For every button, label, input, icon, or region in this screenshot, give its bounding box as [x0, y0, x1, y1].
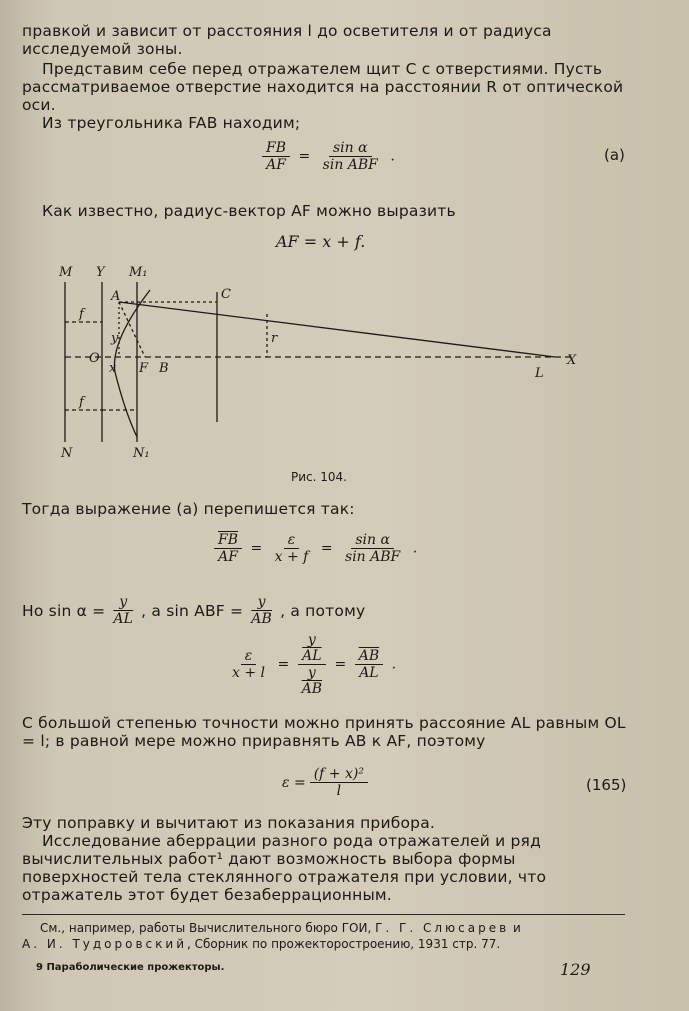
equation-af: AF = x + f.: [276, 232, 366, 251]
paragraph-1: правкой и зависит от расстояния l до осветителя и от радиуса исследуемой зоны.: [22, 22, 552, 58]
paragraph-9: Исследование аберрации разного рода отражателей и ряд вычислительных работ¹ дают возможность выбора формы поверхностей тела стеклянного отражателя при условии, что отражатель этот будет безаберрационным.: [22, 832, 547, 904]
paragraph-4: Как известно, радиус-вектор AF можно выразить: [42, 202, 456, 220]
equation-165-label: (165): [586, 776, 627, 794]
footnote-author-2: А. И. Тудоровский: [22, 937, 187, 951]
label-o: O: [89, 351, 100, 366]
sin-line-text-a: Но sin α =: [22, 601, 106, 620]
eq-c-n1: ε: [241, 648, 257, 665]
figure-caption: Рис. 104.: [291, 470, 347, 484]
eq-b-d3: sin ABF: [345, 549, 401, 565]
sin-line-text-b: , а sin ABF =: [141, 601, 244, 620]
label-y-small: y: [111, 331, 119, 346]
equation-c: $\frac{\varepsilon}{x + l}$ = y $\overline{AL}$ y $\overline{AB}$ = $\frac{\overline{AB}}{AL}$ .: [224, 632, 396, 697]
eq-c-d3: AL: [359, 665, 379, 681]
paragraph-2: Представим себе перед отражателем щит C с отверстиями. Пусть рассматриваемое отверстие находится на расстоянии R от оптической оси.: [22, 60, 624, 114]
eq-b-n1: $\overline{FB}$: [214, 532, 242, 549]
eq-b-d2: x + f: [274, 549, 309, 565]
footnote-line1c: и: [509, 921, 521, 935]
eq-c-n3: $\overline{AB}$: [355, 648, 383, 665]
eq-165-num: (f + x)²: [310, 766, 368, 783]
footnote-author-1: Г. Г. Слюсарев: [375, 921, 510, 935]
label-x: x: [109, 361, 117, 376]
equation-a: $\frac{FB}{AF}$ = $\frac{\text{sin α}}{\text{sin ABF}}$ .: [258, 140, 395, 173]
footnote-line2b: , Сборник по прожекторостроению, 1931 стр. 77.: [187, 937, 501, 951]
equation-b: $\frac{\overline{FB}}{AF}$ = $\frac{\varepsilon}{x + f}$ = $\frac{\text{sin α}}{\text{sin ABF}}$ .: [210, 532, 417, 565]
eq-a-lhs-num: FB: [262, 140, 290, 157]
label-n: N: [61, 446, 73, 461]
sin-line-text-c: , а потому: [280, 601, 366, 620]
eq-165-den: l: [336, 783, 342, 799]
eq-sin-a-num: y: [115, 594, 131, 611]
eq-a-rhs-den: sin ABF: [322, 157, 378, 173]
label-f-point: F: [139, 361, 149, 376]
eq-c-inner-n2: y: [307, 665, 316, 681]
eq-sin-b-den: AB: [251, 611, 273, 627]
label-n1: N₁: [133, 446, 150, 461]
eq-c-inner-d2: $\overline{AB}$: [301, 681, 323, 697]
eq-b-n3: sin α: [351, 532, 394, 549]
label-a: A: [111, 289, 121, 304]
label-l: L: [535, 366, 544, 381]
label-m1: M₁: [129, 265, 148, 280]
paragraph-8: Эту поправку и вычитают из показания прибора.: [22, 814, 436, 832]
eq-sin-a-den: AL: [113, 611, 134, 627]
eq-c-inner-n1: y: [307, 632, 316, 648]
label-f-bottom: f: [79, 395, 84, 410]
eq-a-rhs-num: sin α: [329, 140, 372, 157]
paragraph-7: С большой степенью точности можно принять рассояние AL равным OL = l; в равной мере можно приравнять AB к AF, поэтому: [22, 714, 626, 750]
eq-b-n2: ε: [284, 532, 300, 549]
label-y: Y: [96, 265, 105, 280]
footnote: [22, 920, 627, 952]
eq-sin-b-num: y: [254, 594, 270, 611]
paragraph-3: Из треугольника FAB находим;: [42, 114, 301, 132]
ray-af: [119, 302, 145, 357]
figure-104: [55, 262, 595, 467]
footnote-line1a: См., например, работы Вычислительного бюро ГОИ,: [40, 921, 376, 935]
label-c: C: [221, 287, 231, 302]
eq-b-d1: AF: [218, 549, 238, 565]
eq-c-d1: x + l: [232, 665, 266, 681]
equation-a-label: (a): [604, 146, 625, 164]
label-m: M: [59, 265, 73, 280]
signature-mark: 9 Параболические прожекторы.: [36, 962, 225, 973]
sin-line: [22, 594, 627, 627]
paragraph-5: Тогда выражение (a) перепишется так:: [22, 500, 355, 518]
eq-165-lhs: ε =: [282, 774, 306, 791]
ray-to-l: [119, 302, 555, 357]
eq-c-inner-d1: $\overline{AL}$: [302, 648, 322, 664]
label-f-top: f: [79, 307, 84, 322]
page-number: 129: [560, 960, 591, 979]
label-x-axis: X: [567, 353, 577, 368]
label-b: B: [159, 361, 169, 376]
footnote-rule: [22, 914, 625, 915]
equation-165: [282, 766, 372, 799]
label-r: r: [271, 331, 278, 346]
eq-a-lhs-den: AF: [266, 157, 286, 173]
